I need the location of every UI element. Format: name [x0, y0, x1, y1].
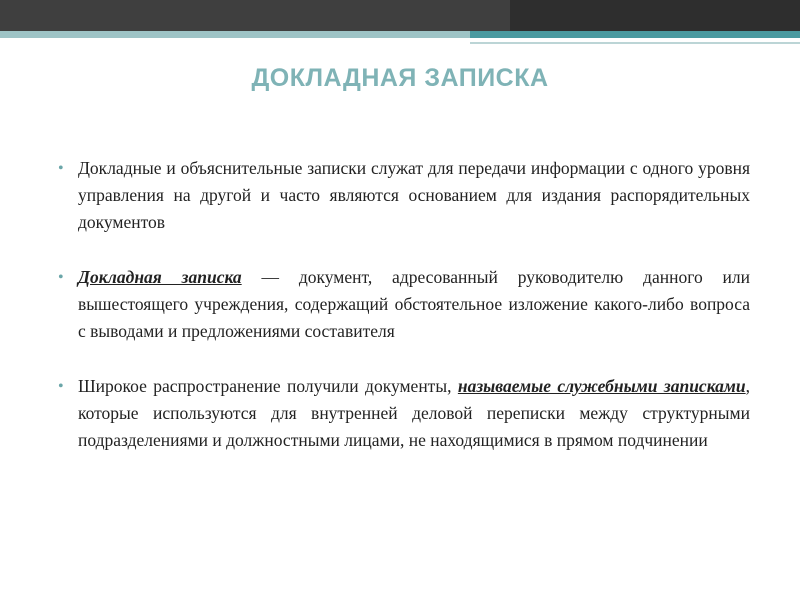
bullet-dot-icon: • [58, 269, 64, 286]
bullet-dot-icon: • [58, 160, 64, 177]
bullet-item-2 [58, 264, 750, 345]
term-dokladnaya-zapiska: Докладная записка [78, 267, 242, 287]
accent-thin-line [470, 42, 800, 44]
accent-strip-dark [470, 31, 800, 38]
slide-title: ДОКЛАДНАЯ ЗАПИСКА [251, 64, 549, 92]
top-decor-bar-right [510, 0, 800, 31]
bullet-text: , которые используются для внутренней деловой переписки между структурными подразделениями и должностными лицами, не находящимися в прямом подчинении [78, 376, 750, 450]
bullet-text: — документ, адресованный руководителю данного или вышестоящего учреждения, содержащий обстоятельное изложение какого-либо вопроса с выводами и предложениями составителя [78, 267, 751, 341]
term-sluzhebnye-zapiski: называемые служебными записками [457, 376, 746, 396]
bullet-item-3 [58, 373, 750, 454]
bullet-lead-text: Широкое распространение получили документы, [78, 376, 458, 396]
bullet-item-1 [58, 155, 750, 236]
bullet-dot-icon: • [58, 378, 64, 395]
bullet-list [58, 155, 750, 482]
bullet-text: Докладные и объяснительные записки служат для передачи информации с одного уровня управления на другой и часто являются основанием для издания распорядительных документов [78, 158, 750, 232]
